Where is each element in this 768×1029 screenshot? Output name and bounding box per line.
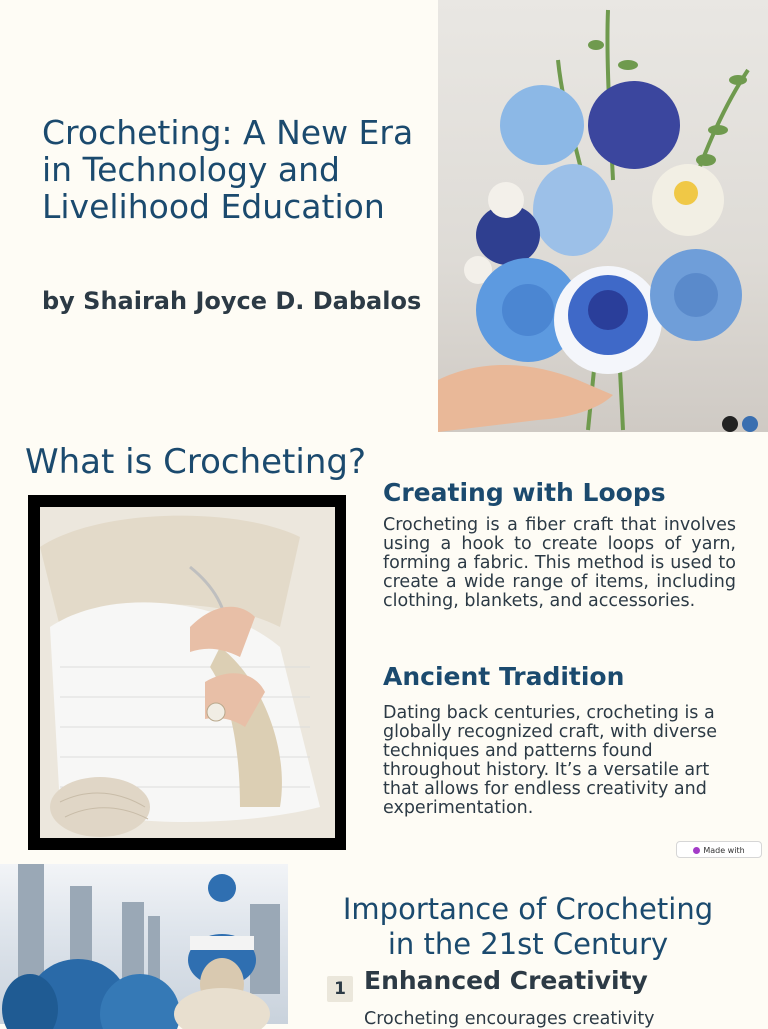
tradition-paragraph: Dating back centuries, crocheting is a globally recognized craft, with diverse techniques and patterns found throughout history. It’s a versatile art that allows for endless creativity and experimentation. <box>383 703 717 818</box>
creativity-heading: Enhanced Creativity <box>364 966 648 995</box>
item-number: 1 <box>327 976 353 1002</box>
beanie-illustration <box>0 864 288 1024</box>
bouquet-illustration <box>438 0 768 432</box>
presentation-title: Crocheting: A New Era in Technology and Livelihood Education <box>42 113 414 226</box>
author-line: by Shairah Joyce D. Dabalos <box>42 287 422 315</box>
made-with-gamma-badge[interactable] <box>676 841 762 858</box>
gamma-logo-icon <box>693 847 700 854</box>
section-title: What is Crocheting? <box>25 442 366 482</box>
crochet-illustration <box>40 507 335 838</box>
slide-what-is-crocheting <box>0 432 768 864</box>
badge-label: Made with <box>703 846 745 855</box>
bouquet-photo <box>438 0 768 432</box>
tradition-heading: Ancient Tradition <box>383 662 625 691</box>
loops-heading: Creating with Loops <box>383 478 666 507</box>
crochet-hands-photo <box>40 507 335 838</box>
photo-frame <box>28 495 346 850</box>
loops-paragraph: Crocheting is a fiber craft that involves using a hook to create loops of yarn, forming a fabric. This method is used to create a wide range of items, including clothing, blankets, and accessories. <box>383 515 736 611</box>
importance-title: Importance of Crocheting in the 21st Century <box>342 892 714 961</box>
slide-importance <box>0 864 768 1029</box>
beanie-scarf-photo <box>0 864 288 1024</box>
creativity-paragraph: Crocheting encourages creativity <box>364 1009 655 1029</box>
slide-title <box>0 0 768 432</box>
